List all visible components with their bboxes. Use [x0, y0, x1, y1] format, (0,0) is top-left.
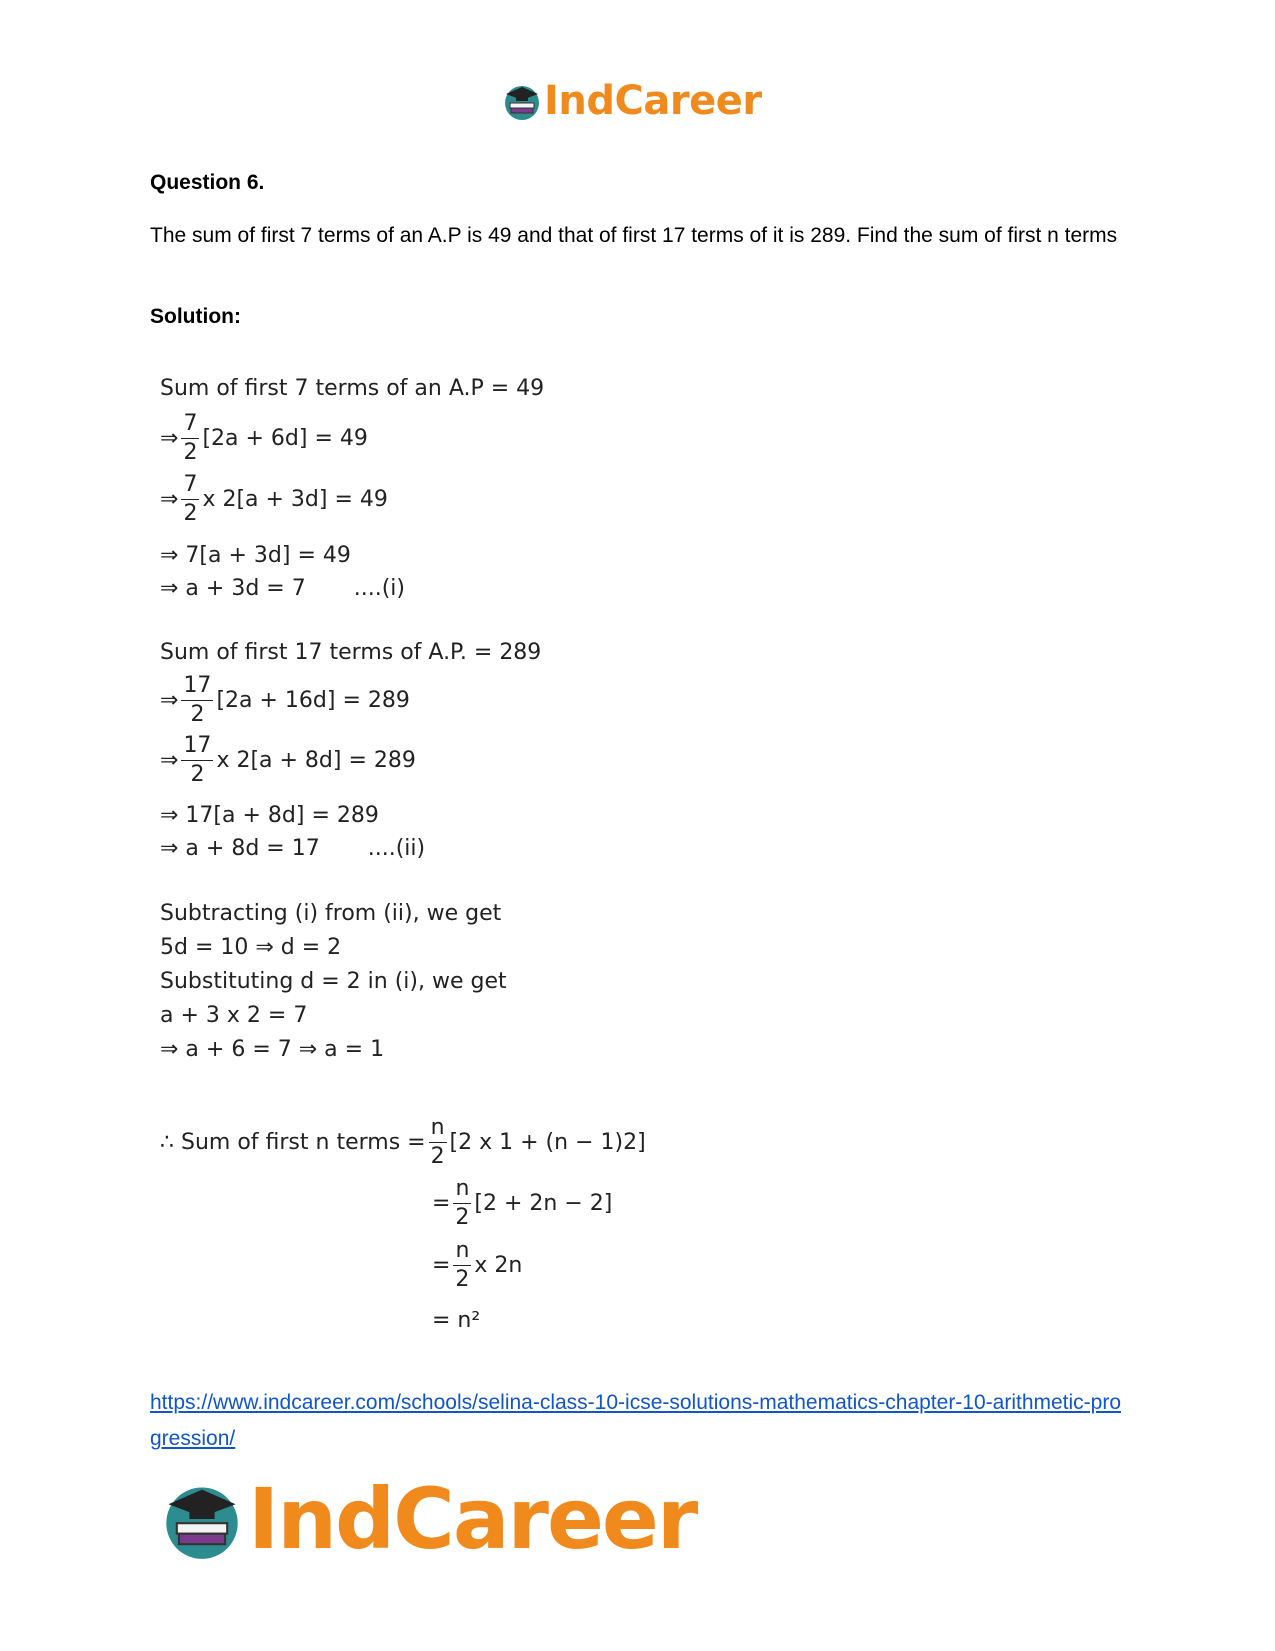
math-line: = $\frac{n}{2}$ [2 + 2n − 2]	[432, 1176, 613, 1230]
math-line: a + 3 x 2 = 7	[160, 1003, 308, 1028]
question-title: Question 6.	[150, 171, 265, 194]
math-line: ⇒ $\frac{7}{2}$ x 2[a + 3d] = 49	[160, 472, 388, 526]
math-line: 5d = 10 ⇒ d = 2	[160, 935, 342, 960]
fraction: $\frac{17}{2}$	[183, 733, 212, 787]
math-line: ∴ Sum of first n terms = $\frac{n}{2}$ [2 x 1 + (n − 1)2]	[160, 1115, 646, 1169]
math-line: ⇒ $\frac{17}{2}$ x 2[a + 8d] = 289	[160, 733, 416, 787]
fraction: $\frac{17}{2}$	[183, 673, 212, 727]
solution-heading: Solution:	[150, 305, 241, 328]
math-line: Substituting d = 2 in (i), we get	[160, 969, 507, 994]
math-line: ⇒ a + 3d = 7 ....(i)	[160, 576, 405, 601]
fraction: $\frac{7}{2}$	[183, 472, 198, 526]
fraction: $\frac{n}{2}$	[455, 1176, 470, 1230]
brand-logo-top	[502, 78, 762, 124]
graduation-cap-books-globe-icon	[160, 1477, 244, 1561]
math-line: ⇒ $\frac{17}{2}$ [2a + 16d] = 289	[160, 673, 410, 727]
math-line: ⇒ a + 6 = 7 ⇒ a = 1	[160, 1037, 385, 1062]
math-line: ⇒ $\frac{7}{2}$ [2a + 6d] = 49	[160, 411, 368, 465]
math-line: Sum of first 17 terms of A.P. = 289	[160, 640, 542, 665]
math-line: Subtracting (i) from (ii), we get	[160, 901, 502, 926]
fraction: $\frac{n}{2}$	[430, 1115, 445, 1169]
math-line: ⇒ 7[a + 3d] = 49	[160, 543, 351, 568]
math-line: ⇒ 17[a + 8d] = 289	[160, 803, 379, 828]
graduation-cap-books-globe-icon	[502, 81, 542, 121]
math-line: Sum of first 7 terms of an A.P = 49	[160, 376, 545, 401]
fraction: $\frac{7}{2}$	[183, 411, 198, 465]
math-line: ⇒ a + 8d = 17 ....(ii)	[160, 836, 426, 861]
fraction: $\frac{n}{2}$	[455, 1238, 470, 1292]
brand-logo-bottom	[160, 1470, 696, 1568]
brand-name: IndCareer	[544, 78, 762, 124]
question-text: The sum of first 7 terms of an A.P is 49 and that of first 17 terms of it is 289. Find the sum of first n terms	[150, 224, 1118, 247]
brand-name: IndCareer	[248, 1470, 697, 1568]
math-line: = $\frac{n}{2}$ x 2n	[432, 1238, 523, 1292]
math-line: = n²	[432, 1308, 481, 1333]
source-link[interactable]: https://www.indcareer.com/schools/selina-class-10-icse-solutions-mathematics-chapter-10-arithmetic-progression/	[150, 1391, 1122, 1450]
